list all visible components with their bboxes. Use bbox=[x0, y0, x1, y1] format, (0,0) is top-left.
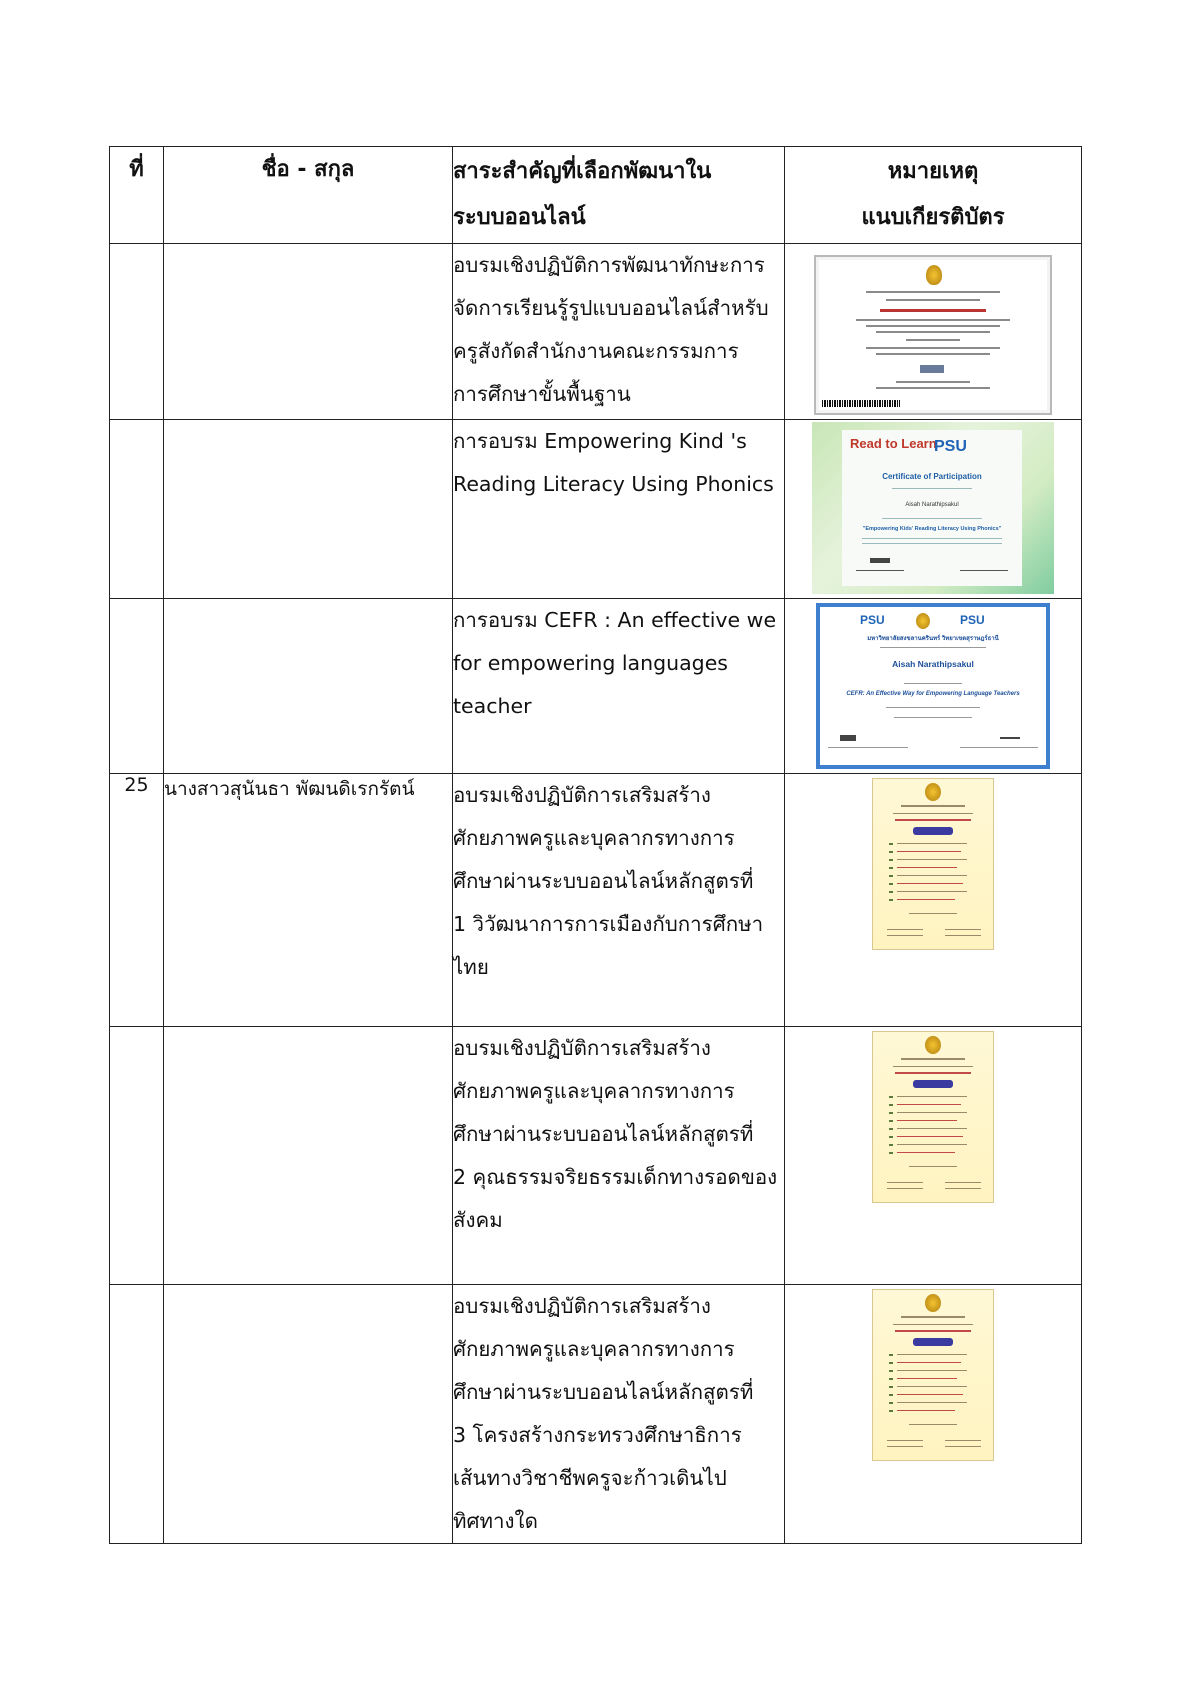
row-number: 25 bbox=[110, 774, 164, 1027]
row-number bbox=[110, 420, 164, 599]
row-name bbox=[164, 1285, 453, 1544]
certificate-heading: Certificate of Participation bbox=[882, 472, 982, 481]
row-course: อบรมเชิงปฏิบัติการเสริมสร้าง ศักยภาพครูและบุคลากรทางการ ศึกษาผ่านระบบออนไลน์หลักสูตรที่ 2 คุณธรรมจริยธรรมเด็กทางรอดของ สังคม bbox=[453, 1027, 785, 1285]
row-number bbox=[110, 244, 164, 420]
table-row bbox=[110, 244, 1082, 420]
certificate-brand-left: Read to Learn bbox=[850, 436, 937, 451]
certificate-course-3-icon bbox=[872, 1289, 994, 1461]
certificate-recipient: Aisah Narathipsakul bbox=[905, 502, 959, 508]
row-certificate bbox=[785, 420, 1082, 599]
row-certificate bbox=[785, 599, 1082, 774]
table-row bbox=[110, 1027, 1082, 1285]
certificate-course-title: CEFR: An Effective Way for Empowering Language Teachers bbox=[846, 691, 1020, 697]
header-cert: หมายเหตุ แนบเกียรติบัตร bbox=[785, 147, 1082, 244]
row-certificate bbox=[785, 1285, 1082, 1544]
certificate-course-2-icon bbox=[872, 1031, 994, 1203]
row-number bbox=[110, 599, 164, 774]
row-name bbox=[164, 1027, 453, 1285]
table-row bbox=[110, 599, 1082, 774]
certificate-course-1-icon bbox=[872, 778, 994, 950]
row-certificate bbox=[785, 1027, 1082, 1285]
course-table bbox=[109, 146, 1082, 1544]
row-number bbox=[110, 1285, 164, 1544]
table-row bbox=[110, 774, 1082, 1027]
header-no: ที่ bbox=[110, 147, 164, 244]
certificate-brand-right: PSU bbox=[934, 438, 967, 455]
certificate-read-to-learn-icon bbox=[812, 422, 1054, 594]
certificate-psu-cefr-icon: PSU PSU มหาวิทยาลัยสงขลานครินทร์ วิทยาเขตสุราษฎร์ธานี Aisah Narathipsakul CEFR: An Effective Way for Empowering Language Teachers bbox=[816, 603, 1050, 769]
certificate-obec-icon bbox=[814, 255, 1052, 415]
certificate-recipient: Aisah Narathipsakul bbox=[892, 659, 974, 669]
row-course: อบรมเชิงปฏิบัติการเสริมสร้าง ศักยภาพครูและบุคลากรทางการ ศึกษาผ่านระบบออนไลน์หลักสูตรที่ 1 วิวัฒนาการการเมืองกับการศึกษา ไทย bbox=[453, 774, 785, 1027]
row-number bbox=[110, 1027, 164, 1285]
row-course: การอบรม CEFR : An effective we for empowering languages teacher bbox=[453, 599, 785, 774]
row-name bbox=[164, 244, 453, 420]
row-name: นางสาวสุนันธา พัฒนดิเรกรัตน์ bbox=[164, 774, 453, 1027]
certificate-university: มหาวิทยาลัยสงขลานครินทร์ วิทยาเขตสุราษฎร์ธานี bbox=[867, 636, 999, 642]
row-course: การอบรม Empowering Kind 's Reading Literacy Using Phonics bbox=[453, 420, 785, 599]
row-certificate bbox=[785, 244, 1082, 420]
table-row bbox=[110, 1285, 1082, 1544]
row-course: อบรมเชิงปฏิบัติการเสริมสร้าง ศักยภาพครูและบุคลากรทางการ ศึกษาผ่านระบบออนไลน์หลักสูตรที่ 3 โครงสร้างกระทรวงศึกษาธิการ เส้นทางวิชาชีพครูจะก้าวเดินไป ทิศทางใด bbox=[453, 1285, 785, 1544]
header-name: ชื่อ - สกุล bbox=[164, 147, 453, 244]
row-course: อบรมเชิงปฏิบัติการพัฒนาทักษะการ จัดการเรียนรู้รูปแบบออนไลน์สำหรับ ครูสังกัดสำนักงานคณะกรรมการ การศึกษาขั้นพื้นฐาน bbox=[453, 244, 785, 420]
certificate-course-title: "Empowering Kids' Reading Literacy Using Phonics" bbox=[862, 526, 1002, 532]
row-certificate bbox=[785, 774, 1082, 1027]
header-row bbox=[110, 147, 1082, 244]
table-row bbox=[110, 420, 1082, 599]
row-name bbox=[164, 420, 453, 599]
row-name bbox=[164, 599, 453, 774]
header-course: สาระสำคัญที่เลือกพัฒนาใน ระบบออนไลน์ bbox=[453, 147, 785, 244]
